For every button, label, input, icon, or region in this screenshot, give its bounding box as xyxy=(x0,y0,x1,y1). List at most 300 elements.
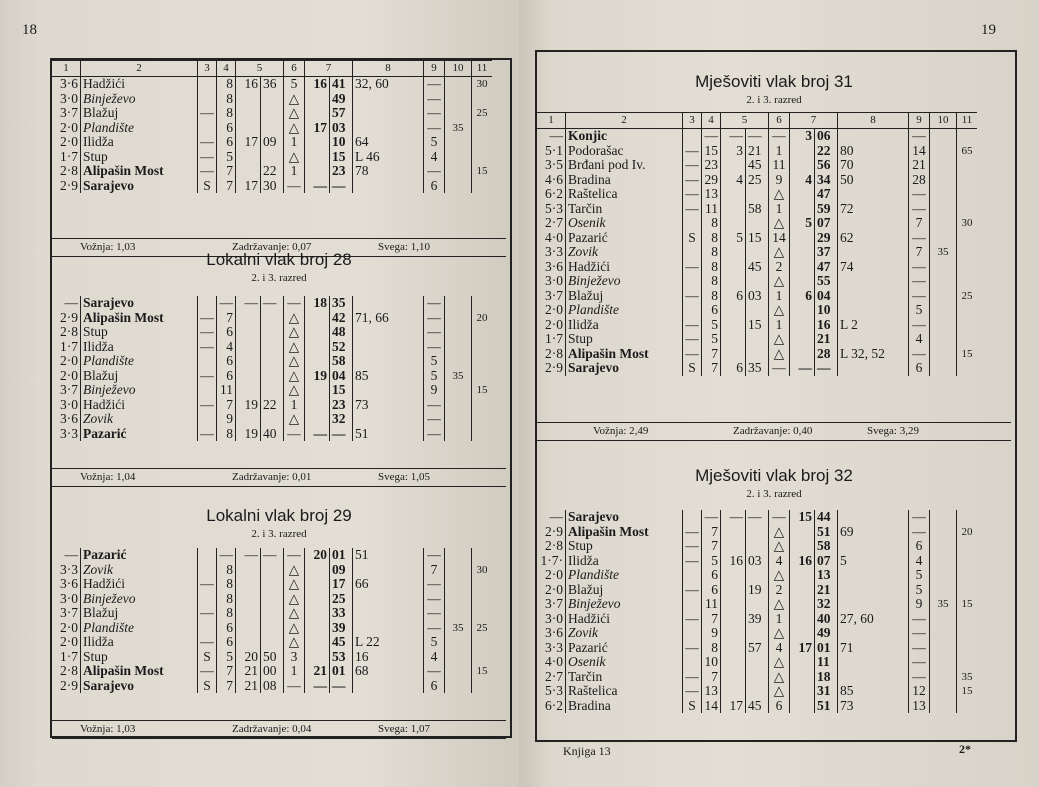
cell-c5: 11 xyxy=(769,158,790,173)
station-row xyxy=(537,583,977,598)
cell-c9: — xyxy=(909,187,930,202)
cell-c4h xyxy=(236,577,261,592)
cell-c10 xyxy=(930,539,957,554)
cell-c3: 5 xyxy=(702,554,721,569)
cell-c4m xyxy=(746,347,769,362)
cell-s: S xyxy=(198,679,217,694)
cell-c11 xyxy=(472,296,493,311)
cell-c5: △ xyxy=(769,525,790,540)
station-row xyxy=(52,679,492,694)
cell-c9: — xyxy=(909,641,930,656)
station-row xyxy=(537,699,977,714)
cell-c4m: 45 xyxy=(746,699,769,714)
cell-c5: △ xyxy=(284,635,305,650)
cell-c11 xyxy=(472,398,493,413)
cell-s: — xyxy=(198,164,217,179)
cell-c5: 14 xyxy=(769,231,790,246)
cell-c4m: 08 xyxy=(261,679,284,694)
cell-c9: — xyxy=(424,548,445,563)
cell-c9: 5 xyxy=(909,583,930,598)
column-header-row xyxy=(52,61,492,77)
cell-c9: — xyxy=(909,525,930,540)
cell-c6h xyxy=(790,597,815,612)
cell-c8 xyxy=(838,670,909,685)
cell-c4h xyxy=(721,670,746,685)
station-row xyxy=(537,626,977,641)
cell-s: — xyxy=(198,398,217,413)
cell-c8 xyxy=(353,354,424,369)
cell-c11 xyxy=(957,554,978,569)
station-name: Osenik xyxy=(566,216,683,231)
column-header-1: 1 xyxy=(52,61,81,77)
cell-c4m xyxy=(746,655,769,670)
cell-c8: 32, 60 xyxy=(353,77,424,92)
cell-c10 xyxy=(930,289,957,304)
cell-km: 3·7 xyxy=(60,606,78,620)
column-header-1: 1 xyxy=(537,113,566,129)
cell-c11 xyxy=(957,361,978,376)
cell-c4h: 21 xyxy=(236,679,261,694)
station-name: Konjic xyxy=(566,129,683,144)
cell-c5: 9 xyxy=(769,173,790,188)
cell-km: 2·0 xyxy=(60,120,78,135)
cell-c4h xyxy=(236,592,261,607)
cell-c6h xyxy=(790,670,815,685)
cell-c3: 5 xyxy=(217,150,236,165)
station-name: Stup xyxy=(566,332,683,347)
cell-c9: — xyxy=(424,412,445,427)
station-name: Binježevo xyxy=(81,592,198,607)
column-header-11: 11 xyxy=(472,61,493,77)
cell-c8: 64 xyxy=(353,135,424,150)
cell-km: 1·7 xyxy=(60,149,78,164)
cell-km: 3·7 xyxy=(545,597,563,611)
cell-c6h: — xyxy=(305,679,330,694)
cell-c11 xyxy=(472,606,493,621)
column-header-7: 7 xyxy=(790,113,838,129)
cell-c4h xyxy=(236,563,261,578)
train-32-block xyxy=(537,510,977,713)
cell-c5: 2 xyxy=(769,260,790,275)
cell-c3: 29 xyxy=(702,173,721,188)
cell-c6h: 17 xyxy=(305,121,330,136)
cell-c9: — xyxy=(424,121,445,136)
cell-s: S xyxy=(683,699,702,714)
cell-c5: △ xyxy=(284,311,305,326)
cell-c5: — xyxy=(284,296,305,311)
column-header-5: 5 xyxy=(236,61,284,77)
cell-c4h: — xyxy=(721,510,746,525)
summary-29 xyxy=(52,720,506,739)
station-name: Plandište xyxy=(81,121,198,136)
cell-c4h xyxy=(236,621,261,636)
cell-c4h xyxy=(236,121,261,136)
cell-c9: — xyxy=(424,106,445,121)
cell-km: 3·0 xyxy=(60,591,78,606)
cell-c4h xyxy=(721,332,746,347)
cell-c4m xyxy=(261,369,284,384)
cell-c11 xyxy=(472,635,493,650)
cell-km: 2·9 xyxy=(60,678,78,693)
cell-c5: △ xyxy=(769,332,790,347)
cell-c10 xyxy=(445,164,472,179)
cell-c5: △ xyxy=(769,568,790,583)
cell-c6m: 21 xyxy=(815,332,838,347)
cell-km: — xyxy=(64,296,78,310)
cell-c9: 5 xyxy=(424,135,445,150)
station-row xyxy=(537,318,977,333)
cell-c11: 15 xyxy=(957,597,978,612)
cell-c11 xyxy=(472,412,493,427)
cell-c6h xyxy=(790,347,815,362)
cell-c11: 15 xyxy=(472,383,493,398)
cell-s: — xyxy=(683,187,702,202)
cell-c5: △ xyxy=(284,340,305,355)
cell-c6h xyxy=(790,525,815,540)
cell-c6h xyxy=(305,635,330,650)
cell-c3: 23 xyxy=(702,158,721,173)
cell-c8: 85 xyxy=(838,684,909,699)
cell-c11 xyxy=(957,260,978,275)
cell-s: — xyxy=(683,144,702,159)
station-row xyxy=(52,427,492,442)
cell-c9: 21 xyxy=(909,158,930,173)
cell-c6h xyxy=(305,311,330,326)
cell-c4m xyxy=(261,577,284,592)
station-name: Zovik xyxy=(566,626,683,641)
cell-c10 xyxy=(445,398,472,413)
cell-c8: 62 xyxy=(838,231,909,246)
cell-c10 xyxy=(445,354,472,369)
cell-c4h xyxy=(721,347,746,362)
cell-c6m: 17 xyxy=(330,577,353,592)
cell-c11 xyxy=(472,592,493,607)
station-row xyxy=(537,173,977,188)
cell-km: 2·8 xyxy=(545,539,563,553)
cell-c3: 7 xyxy=(217,179,236,194)
cell-c5: — xyxy=(284,427,305,442)
cell-c6m: 01 xyxy=(815,641,838,656)
cell-c6m: 42 xyxy=(330,311,353,326)
cell-km: 6·2 xyxy=(545,187,563,201)
cell-c10 xyxy=(445,548,472,563)
cell-c11: 25 xyxy=(472,106,493,121)
column-header-6: 6 xyxy=(769,113,790,129)
cell-c6h xyxy=(790,684,815,699)
cell-c4h: 19 xyxy=(236,398,261,413)
cell-c6m: 44 xyxy=(815,510,838,525)
cell-c6h: 16 xyxy=(305,77,330,92)
cell-c10 xyxy=(930,670,957,685)
cell-km: 1·7· xyxy=(540,553,563,568)
cell-s: — xyxy=(683,670,702,685)
cell-c6m: 37 xyxy=(815,245,838,260)
cell-km: 3·0 xyxy=(60,397,78,412)
station-name: Raštelica xyxy=(566,684,683,699)
cell-c9: — xyxy=(424,92,445,107)
cell-c8 xyxy=(353,325,424,340)
cell-c10 xyxy=(445,412,472,427)
column-header-10: 10 xyxy=(930,113,957,129)
station-name: Raštelica xyxy=(566,187,683,202)
cell-km: 3·0 xyxy=(545,274,563,288)
station-name: Blažuj xyxy=(81,369,198,384)
cell-c4h xyxy=(721,274,746,289)
cell-c4m xyxy=(746,525,769,540)
cell-c3: 15 xyxy=(702,144,721,159)
cell-c6h xyxy=(790,699,815,714)
cell-s xyxy=(683,597,702,612)
footer-book-number: Knjiga 13 xyxy=(563,744,611,758)
station-row xyxy=(537,641,977,656)
cell-c6m: 04 xyxy=(815,289,838,304)
cell-s: — xyxy=(198,635,217,650)
station-row xyxy=(52,592,492,607)
page-number-left: 18 xyxy=(22,22,37,38)
cell-c11: 25 xyxy=(472,621,493,636)
station-row xyxy=(52,548,492,563)
cell-c9: — xyxy=(424,664,445,679)
cell-c6h xyxy=(305,398,330,413)
train-28-class: 2. i 3. razred xyxy=(251,272,307,284)
cell-c9: — xyxy=(909,202,930,217)
cell-c11 xyxy=(472,179,493,194)
cell-c3: 8 xyxy=(217,563,236,578)
cell-s xyxy=(683,274,702,289)
cell-c9: 13 xyxy=(909,699,930,714)
cell-c8: 50 xyxy=(838,173,909,188)
cell-c3: 8 xyxy=(702,245,721,260)
cell-c6h xyxy=(305,92,330,107)
cell-c8: 74 xyxy=(838,260,909,275)
cell-c5: 4 xyxy=(769,641,790,656)
cell-c3: 8 xyxy=(702,216,721,231)
cell-c5: △ xyxy=(284,606,305,621)
station-name: Pazarić xyxy=(81,427,198,442)
cell-c3: 7 xyxy=(702,525,721,540)
cell-c5: 1 xyxy=(284,135,305,150)
cell-c8: L 32, 52 xyxy=(838,347,909,362)
cell-c6h xyxy=(790,655,815,670)
cell-c9: 7 xyxy=(424,563,445,578)
cell-c3: 7 xyxy=(217,679,236,694)
cell-c10 xyxy=(445,311,472,326)
cell-c6h xyxy=(305,106,330,121)
cell-km: 2·9 xyxy=(545,361,563,375)
cell-c5: △ xyxy=(284,577,305,592)
cell-c11 xyxy=(957,612,978,627)
cell-c9: 7 xyxy=(909,216,930,231)
cell-c10 xyxy=(445,383,472,398)
cell-c3: 9 xyxy=(702,626,721,641)
cell-c6m: — xyxy=(815,361,838,376)
cell-c3: 5 xyxy=(702,318,721,333)
cell-c8 xyxy=(353,383,424,398)
station-row xyxy=(537,539,977,554)
cell-c4h: 19 xyxy=(236,427,261,442)
cell-c8 xyxy=(838,187,909,202)
cell-c10 xyxy=(930,144,957,159)
timetable-31 xyxy=(537,112,977,376)
cell-c6m: 56 xyxy=(815,158,838,173)
station-row xyxy=(52,92,492,107)
cell-c4m xyxy=(746,245,769,260)
cell-c4m xyxy=(261,150,284,165)
cell-c6m: 47 xyxy=(815,187,838,202)
cell-c5: △ xyxy=(769,597,790,612)
cell-c10 xyxy=(930,216,957,231)
cell-c4m xyxy=(746,303,769,318)
cell-c10 xyxy=(930,626,957,641)
cell-s xyxy=(198,412,217,427)
cell-c6m: 10 xyxy=(815,303,838,318)
cell-c5: △ xyxy=(284,325,305,340)
cell-c6m: 58 xyxy=(815,539,838,554)
cell-c6h: 3 xyxy=(790,129,815,144)
cell-c3: 7 xyxy=(702,612,721,627)
cell-c6m: 11 xyxy=(815,655,838,670)
station-name: Sarajevo xyxy=(81,179,198,194)
cell-c6m: 09 xyxy=(330,563,353,578)
cell-c11 xyxy=(957,173,978,188)
cell-c8 xyxy=(838,583,909,598)
cell-c11 xyxy=(957,303,978,318)
station-name: Blažuj xyxy=(81,606,198,621)
cell-c11 xyxy=(957,231,978,246)
cell-km: 2·0 xyxy=(545,317,563,332)
cell-km: 2·9 xyxy=(545,524,563,539)
cell-c4h xyxy=(721,583,746,598)
cell-c9: — xyxy=(909,129,930,144)
cell-c6h: 4 xyxy=(790,173,815,188)
train-31-class: 2. i 3. razred xyxy=(746,94,802,106)
cell-c3: 13 xyxy=(702,187,721,202)
cell-c4m xyxy=(261,340,284,355)
cell-c10 xyxy=(930,202,957,217)
cell-c6m: 01 xyxy=(330,664,353,679)
cell-c11 xyxy=(472,150,493,165)
station-row xyxy=(537,187,977,202)
cell-c8 xyxy=(353,340,424,355)
cell-c3: 8 xyxy=(217,92,236,107)
cell-c4m: 58 xyxy=(746,202,769,217)
cell-c11 xyxy=(472,679,493,694)
cell-c9: — xyxy=(909,510,930,525)
cell-c3: — xyxy=(702,510,721,525)
cell-s: — xyxy=(683,347,702,362)
cell-c6m: 03 xyxy=(330,121,353,136)
station-row xyxy=(537,260,977,275)
cell-c5: △ xyxy=(284,369,305,384)
cell-km: 4·0 xyxy=(545,655,563,669)
page-number-right: 19 xyxy=(981,22,996,38)
cell-c3: 8 xyxy=(702,641,721,656)
cell-c5: △ xyxy=(769,626,790,641)
cell-c3: 5 xyxy=(702,332,721,347)
cell-c8: 72 xyxy=(838,202,909,217)
cell-c4h: — xyxy=(721,129,746,144)
cell-km: 3·3 xyxy=(60,562,78,577)
station-name: Ilidža xyxy=(81,635,198,650)
cell-km: 3·5 xyxy=(545,158,563,172)
cell-c6m: 49 xyxy=(815,626,838,641)
station-row xyxy=(52,179,492,194)
station-name: Pazarić xyxy=(566,231,683,246)
station-name: Sarajevo xyxy=(566,361,683,376)
cell-c4h xyxy=(721,158,746,173)
cell-c10 xyxy=(445,77,472,92)
station-name: Plandište xyxy=(81,621,198,636)
cell-c6m: 01 xyxy=(330,548,353,563)
cell-c8: 71 xyxy=(838,641,909,656)
station-row xyxy=(537,525,977,540)
cell-c3: 7 xyxy=(217,664,236,679)
cell-c8: 66 xyxy=(353,577,424,592)
cell-c4h: 6 xyxy=(721,289,746,304)
cell-c6h: 6 xyxy=(790,289,815,304)
cell-c6h xyxy=(305,563,330,578)
cell-c4m: 19 xyxy=(746,583,769,598)
cell-c3: 5 xyxy=(217,650,236,665)
cell-c9: 12 xyxy=(909,684,930,699)
cell-c9: — xyxy=(909,626,930,641)
cell-c10 xyxy=(930,655,957,670)
cell-c8: 73 xyxy=(838,699,909,714)
cell-c8 xyxy=(838,626,909,641)
station-row xyxy=(537,274,977,289)
cell-c4h xyxy=(721,539,746,554)
station-row xyxy=(52,664,492,679)
cell-c3: 7 xyxy=(217,164,236,179)
cell-km: 3·6 xyxy=(60,577,78,591)
cell-c10 xyxy=(930,510,957,525)
station-row xyxy=(52,296,492,311)
cell-c9: — xyxy=(909,670,930,685)
cell-c3: 7 xyxy=(217,311,236,326)
cell-c10 xyxy=(930,158,957,173)
cell-c11: 15 xyxy=(957,347,978,362)
station-row xyxy=(52,369,492,384)
cell-km: 4·0 xyxy=(545,230,563,245)
cell-c6h xyxy=(790,274,815,289)
station-row xyxy=(52,635,492,650)
station-row xyxy=(52,311,492,326)
cell-s xyxy=(683,216,702,231)
cell-c8 xyxy=(838,245,909,260)
station-name: Bradina xyxy=(566,699,683,714)
cell-c5: 1 xyxy=(769,202,790,217)
cell-c5: △ xyxy=(769,187,790,202)
cell-c6h xyxy=(790,245,815,260)
cell-km: 2·8 xyxy=(60,325,78,339)
cell-c8 xyxy=(353,679,424,694)
left-page xyxy=(0,0,519,787)
cell-s: — xyxy=(683,539,702,554)
cell-c9: 4 xyxy=(909,332,930,347)
cell-c4m: 00 xyxy=(261,664,284,679)
cell-km: 2·0 xyxy=(60,620,78,635)
cell-c3: 6 xyxy=(217,369,236,384)
cell-c9: 5 xyxy=(909,303,930,318)
train-27-block xyxy=(52,60,492,193)
cell-c8: 85 xyxy=(353,369,424,384)
station-row xyxy=(537,597,977,612)
cell-s xyxy=(683,568,702,583)
station-name: Osenik xyxy=(566,655,683,670)
timetable-left-top xyxy=(52,60,492,193)
cell-c10 xyxy=(445,563,472,578)
cell-c3: 10 xyxy=(702,655,721,670)
